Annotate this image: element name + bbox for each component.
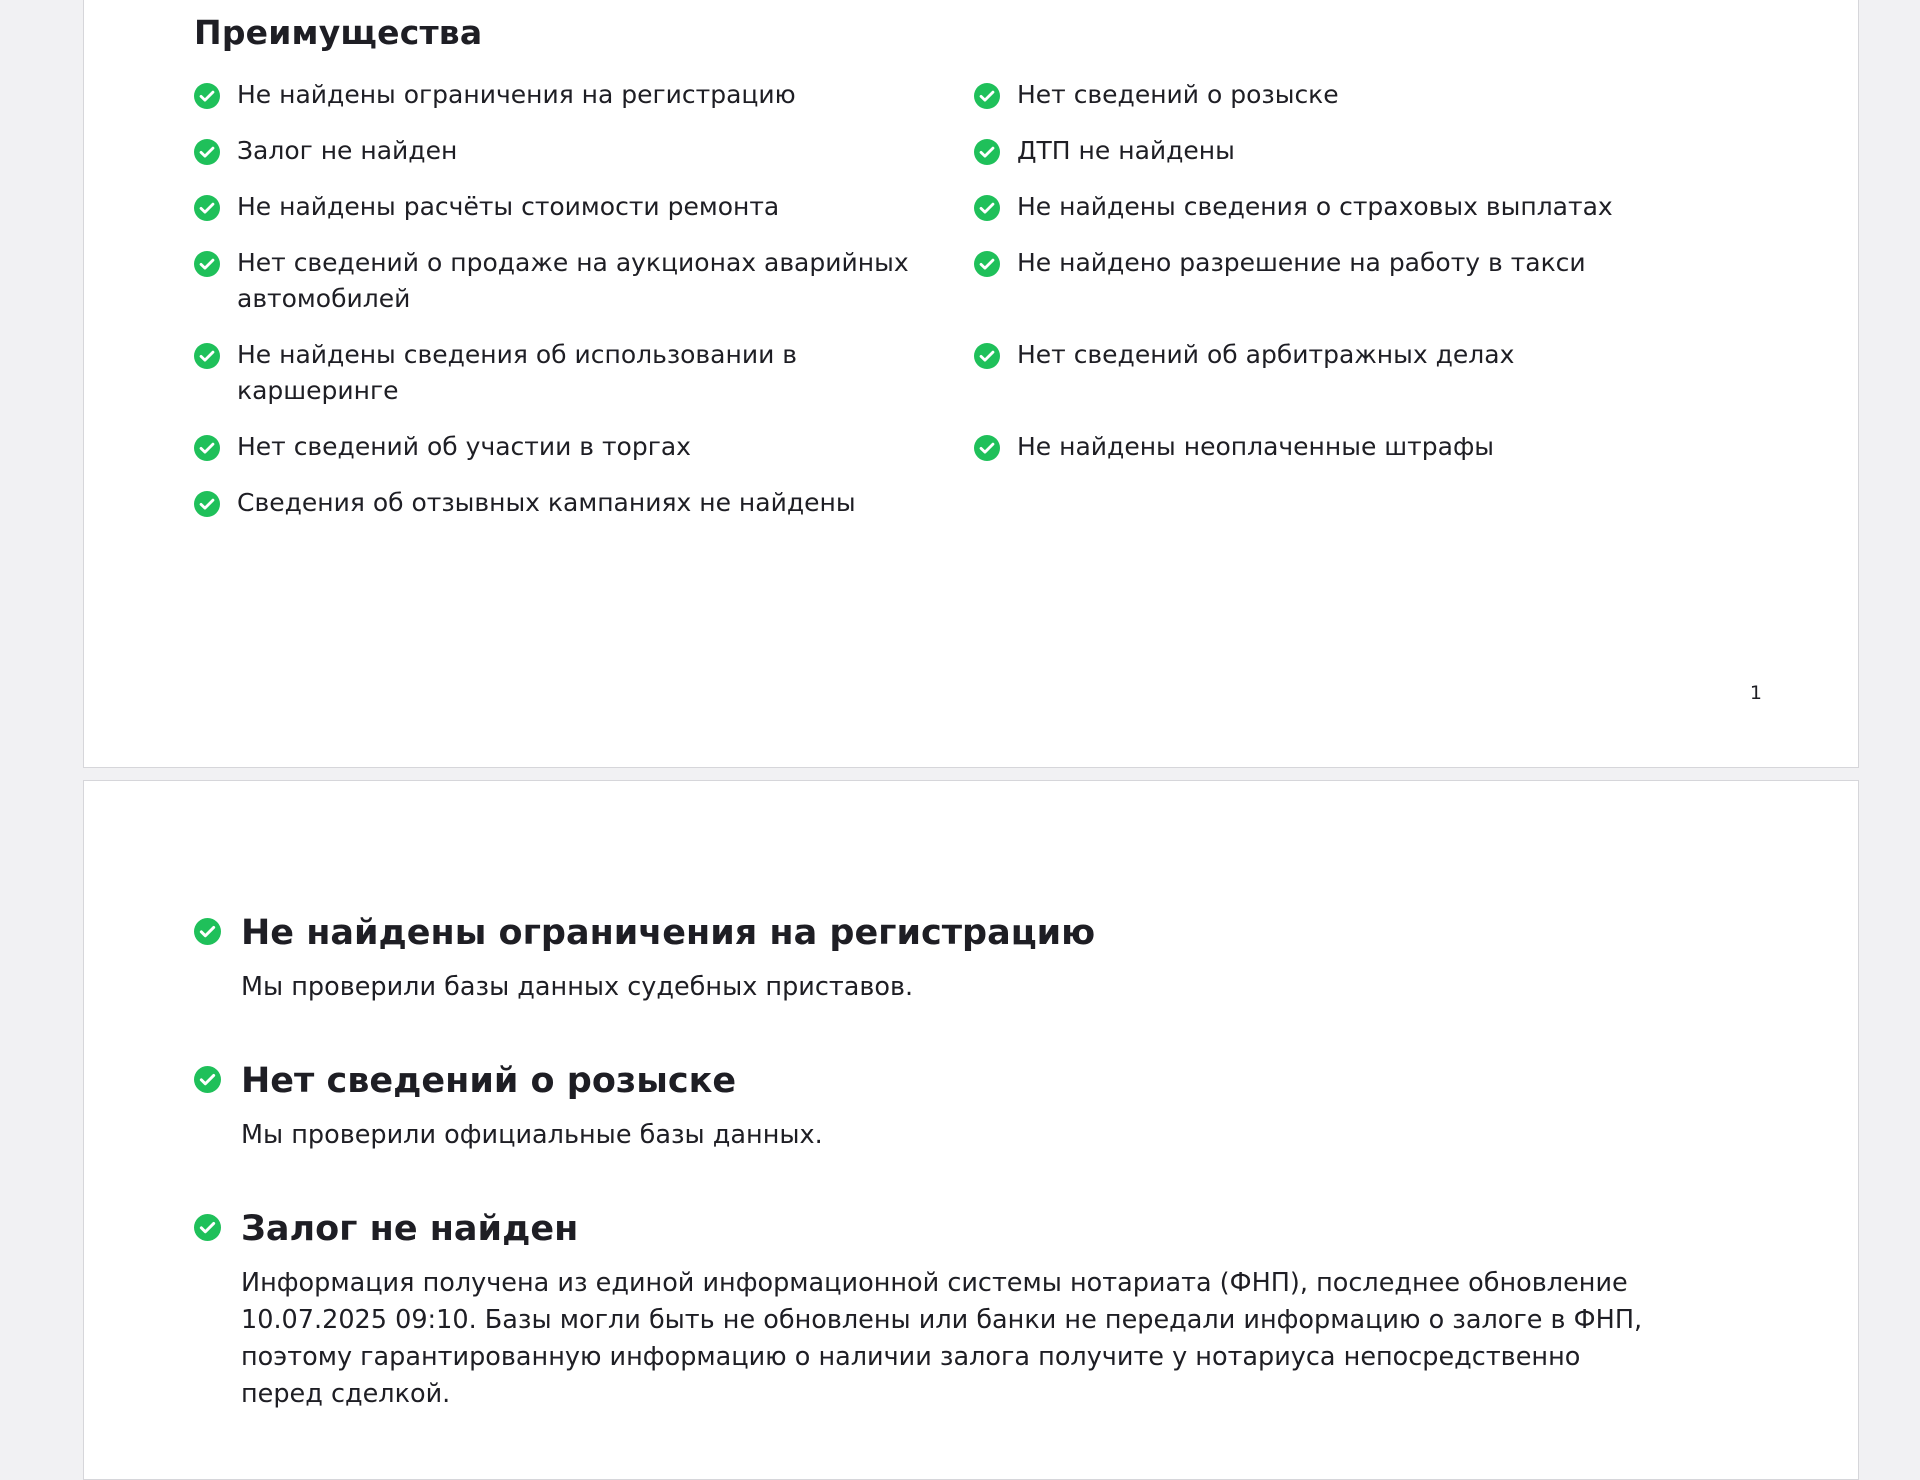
detail-section [194,1207,1694,1413]
advantage-item [974,77,1734,113]
check-circle-icon [194,251,220,277]
advantage-label: Не найдены неоплаченные штрафы [1017,432,1495,461]
check-circle-icon [194,491,220,517]
advantage-item [974,429,1734,465]
detail-heading [194,911,1694,955]
check-circle-icon [194,435,220,461]
detail-section [194,1059,1694,1154]
report-page-2 [83,780,1859,1480]
check-circle-icon [194,1214,221,1241]
advantage-label: Залог не найден [237,136,458,165]
advantage-label: Нет сведений об участии в торгах [237,432,691,461]
detail-title: Залог не найден [241,1209,579,1249]
check-circle-icon [974,343,1000,369]
advantage-item [194,245,954,317]
report-page-1 [83,0,1859,768]
advantage-item [974,133,1734,169]
advantage-label: Не найдены сведения о страховых выплатах [1017,192,1613,221]
advantage-item [194,485,954,521]
advantage-label: Сведения об отзывных кампаниях не найдены [237,488,856,517]
advantage-item [194,77,954,113]
check-circle-icon [194,195,220,221]
check-circle-icon [974,195,1000,221]
advantage-label: Не найдены расчёты стоимости ремонта [237,192,780,221]
advantage-item [194,337,954,409]
advantage-label: ДТП не найдены [1017,136,1235,165]
advantage-item [974,189,1734,225]
check-circle-icon [974,139,1000,165]
advantage-item [194,189,954,225]
check-circle-icon [194,343,220,369]
advantages-right-column [974,77,1734,485]
check-circle-icon [194,139,220,165]
advantage-label: Нет сведений о продаже на аукционах аварийных автомобилей [237,248,909,313]
advantage-label: Нет сведений о розыске [1017,80,1339,109]
check-circle-icon [974,435,1000,461]
detail-section [194,911,1694,1006]
advantage-item [194,429,954,465]
advantages-left-column [194,77,954,541]
check-circle-icon [974,83,1000,109]
advantage-label: Нет сведений об арбитражных делах [1017,340,1515,369]
detail-text: Мы проверили базы данных судебных приставов. [241,972,914,1002]
detail-title: Не найдены ограничения на регистрацию [241,913,1096,953]
page-number: 1 [1749,682,1762,704]
check-circle-icon [194,918,221,945]
advantage-label: Не найдены сведения об использовании в каршеринге [237,340,798,405]
advantage-item [974,245,1734,281]
detail-heading [194,1059,1694,1103]
check-circle-icon [194,1066,221,1093]
check-circle-icon [974,251,1000,277]
detail-heading [194,1207,1694,1251]
check-circle-icon [194,83,220,109]
advantage-label: Не найдены ограничения на регистрацию [237,80,796,109]
advantage-item [194,133,954,169]
detail-text: Мы проверили официальные базы данных. [241,1120,823,1150]
advantages-title: Преимущества [194,13,483,52]
advantage-item [974,337,1734,373]
detail-text: Информация получена из единой информационной системы нотариата (ФНП), последнее обновление 10.07.2025 09:10. Базы могли быть не обновлены или банки не передали информацию о залоге в ФНП, поэтому гарантированную информацию о наличии залога получите у нотариуса непосредственно перед сделкой. [241,1268,1643,1409]
advantage-label: Не найдено разрешение на работу в такси [1017,248,1586,277]
detail-title: Нет сведений о розыске [241,1061,737,1101]
